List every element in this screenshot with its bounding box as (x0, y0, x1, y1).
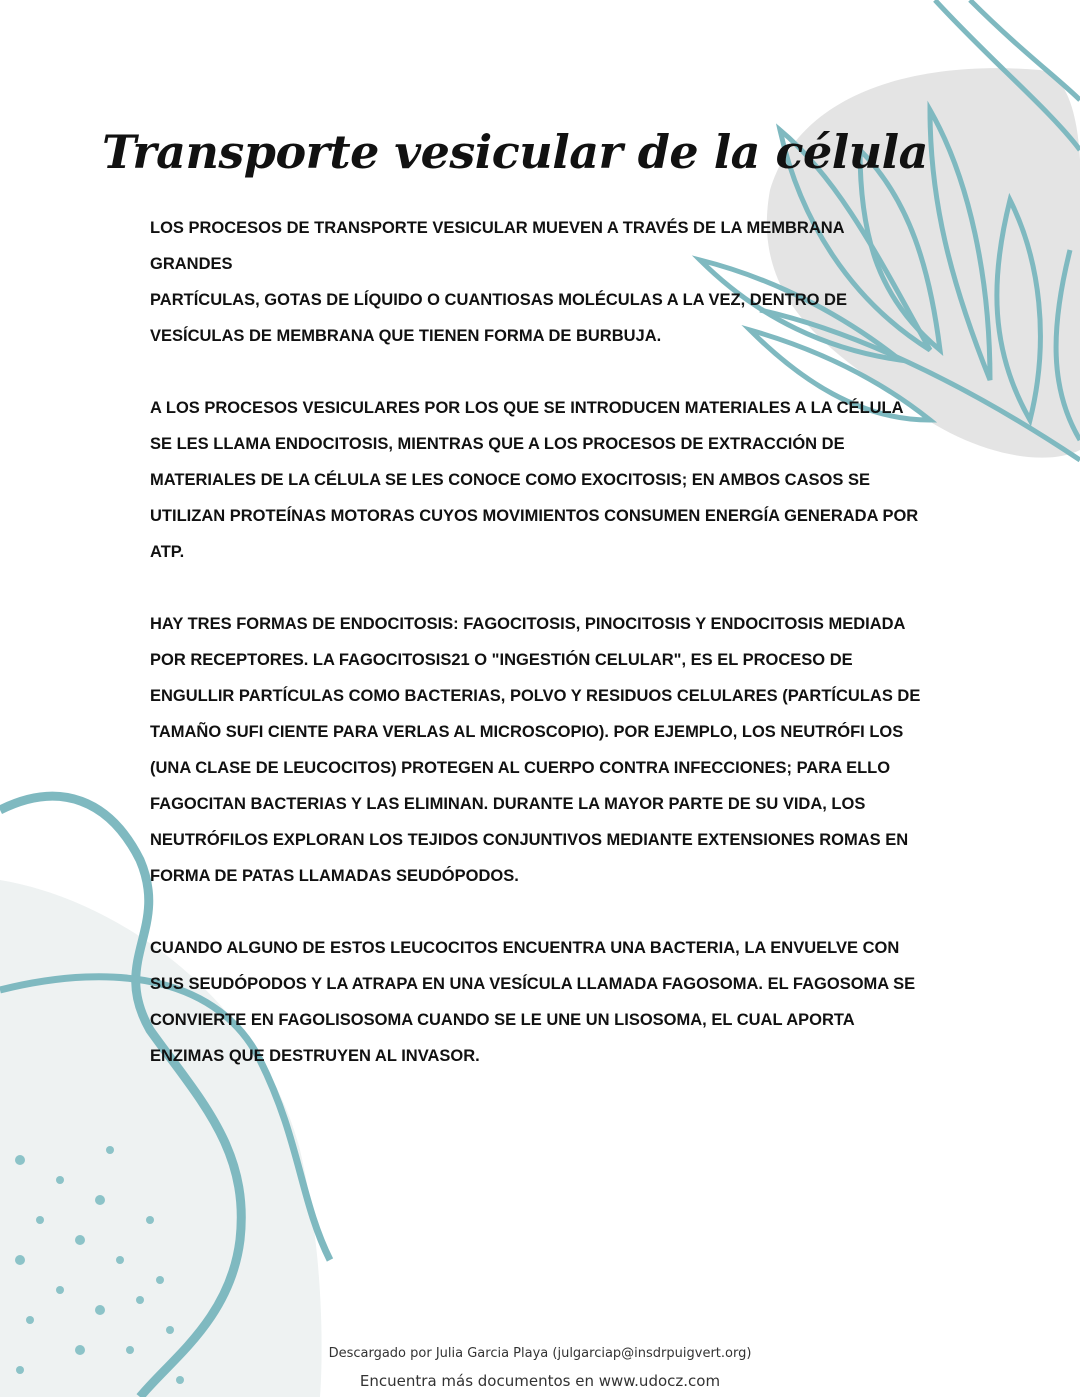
text-line: GRANDES (150, 255, 233, 273)
page-title: Transporte vesicular de la célula (102, 125, 928, 179)
text-line: NEUTRÓFILOS EXPLORAN LOS TEJIDOS CONJUNTIVOS MEDIANTE EXTENSIONES ROMAS EN (150, 831, 909, 849)
text-line: FAGOCITAN BACTERIAS Y LAS ELIMINAN. DURANTE LA MAYOR PARTE DE SU VIDA, LOS (150, 795, 866, 813)
text-line: FORMA DE PATAS LLAMADAS SEUDÓPODOS. (150, 867, 519, 885)
paragraph-4 (150, 930, 950, 1074)
downloaded-by-footer: Descargado por Julia Garcia Playa (julgarciap@insdrpuigvert.org) (328, 1346, 752, 1361)
text-line: POR RECEPTORES. LA FAGOCITOSIS21 O "INGESTIÓN CELULAR", ES EL PROCESO DE (150, 651, 853, 669)
text-line: SE LES LLAMA ENDOCITOSIS, MIENTRAS QUE A LOS PROCESOS DE EXTRACCIÓN DE (150, 435, 845, 453)
text-line: ENZIMAS QUE DESTRUYEN AL INVASOR. (150, 1047, 480, 1065)
text-line: HAY TRES FORMAS DE ENDOCITOSIS: FAGOCITOSIS, PINOCITOSIS Y ENDOCITOSIS MEDIADA (150, 615, 906, 633)
text-line: TAMAÑO SUFI CIENTE PARA VERLAS AL MICROSCOPIO). POR EJEMPLO, LOS NEUTRÓFI LOS (150, 723, 904, 741)
paragraph-3 (150, 606, 950, 894)
text-line: ENGULLIR PARTÍCULAS COMO BACTERIAS, POLVO Y RESIDUOS CELULARES (PARTÍCULAS DE (150, 687, 921, 705)
text-line: VESÍCULAS DE MEMBRANA QUE TIENEN FORMA DE BURBUJA. (150, 327, 662, 345)
paragraph-2 (150, 390, 950, 570)
text-line: CUANDO ALGUNO DE ESTOS LEUCOCITOS ENCUENTRA UNA BACTERIA, LA ENVUELVE CON (150, 939, 900, 957)
text-line: CONVIERTE EN FAGOLISOSOMA CUANDO SE LE UNE UN LISOSOMA, EL CUAL APORTA (150, 1011, 855, 1029)
paragraph-1 (150, 210, 950, 354)
document-body (150, 210, 950, 1110)
text-line: A LOS PROCESOS VESICULARES POR LOS QUE SE INTRODUCEN MATERIALES A LA CÉLULA (150, 399, 904, 417)
text-line: PARTÍCULAS, GOTAS DE LÍQUIDO O CUANTIOSAS MOLÉCULAS A LA VEZ, DENTRO DE (150, 291, 847, 309)
text-line: SUS SEUDÓPODOS Y LA ATRAPA EN UNA VESÍCULA LLAMADA FAGOSOMA. EL FAGOSOMA SE (150, 975, 916, 993)
text-line: ATP. (150, 543, 185, 561)
text-line: UTILIZAN PROTEÍNAS MOTORAS CUYOS MOVIMIENTOS CONSUMEN ENERGÍA GENERADA POR (150, 507, 919, 525)
text-line: (UNA CLASE DE LEUCOCITOS) PROTEGEN AL CUERPO CONTRA INFECCIONES; PARA ELLO (150, 759, 891, 777)
text-line: MATERIALES DE LA CÉLULA SE LES CONOCE COMO EXOCITOSIS; EN AMBOS CASOS SE (150, 471, 870, 489)
udocz-link-footer[interactable]: Encuentra más documentos en www.udocz.com (359, 1372, 721, 1390)
text-line: LOS PROCESOS DE TRANSPORTE VESICULAR MUEVEN A TRAVÉS DE LA MEMBRANA (150, 219, 845, 237)
